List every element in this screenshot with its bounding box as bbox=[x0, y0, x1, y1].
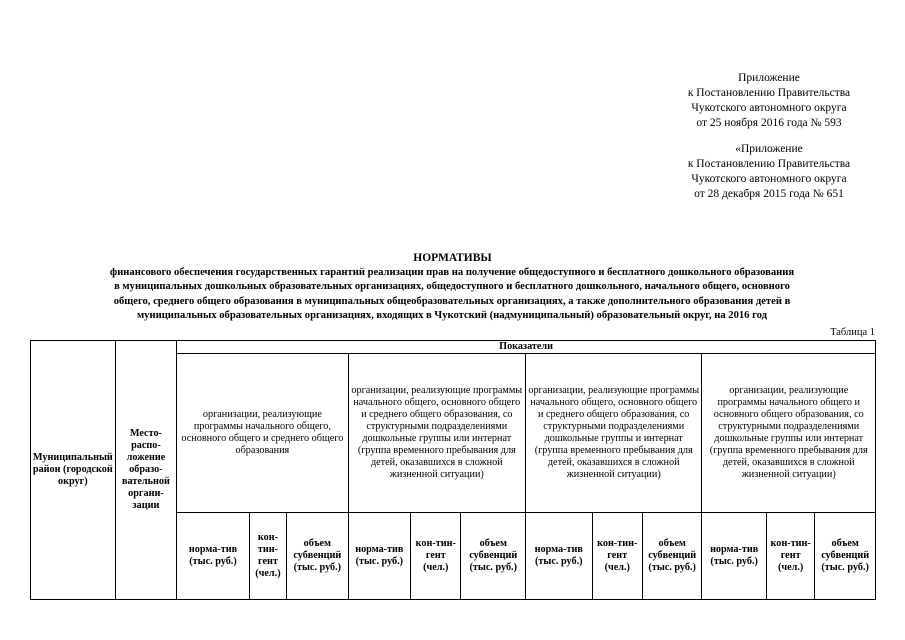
document-subtitle bbox=[26, 266, 878, 324]
appendix-previous-line: от 28 декабря 2015 года № 651 bbox=[694, 188, 844, 200]
document-title: НОРМАТИВЫ bbox=[413, 252, 492, 264]
group-header-2: организации, реализующие программы начального общего, основного общего и среднего общего образования, со структурными подразделениями дошкольные группы или интернат (группа временного пребывания для детей, оказавшихся в сложной жизненной ситуации) bbox=[348, 354, 525, 513]
appendix-previous-line: к Постановлению Правительства bbox=[687, 158, 851, 170]
appendix-current-line: от 25 ноября 2016 года № 593 bbox=[696, 117, 842, 129]
appendix-current-line: к Постановлению Правительства bbox=[687, 87, 851, 99]
subheader-normative: норма-тив (тыс. руб.) bbox=[348, 513, 411, 600]
appendix-current-line: Чукотского автономного округа bbox=[691, 102, 847, 114]
appendix-previous bbox=[664, 142, 874, 202]
group-header-4: организации, реализующие программы начального общего и основного общего образования, со структурными подразделениями дошкольные группы или интернат (группа временного пребывания для детей, оказавшихся в сложной жизненной ситуации) bbox=[702, 354, 876, 513]
appendix-previous-line: «Приложение bbox=[735, 143, 803, 155]
subheader-subvention: объем субвенций (тыс. руб.) bbox=[815, 513, 876, 600]
header-indicators: Показатели bbox=[177, 341, 876, 354]
subtitle-line: в муниципальных дошкольных образовательных организациях, общедоступного и бесплатного дошкольного, начального общего, основного bbox=[114, 281, 790, 293]
header-location: Место-распо-ложение образо-вательной органи-зации bbox=[115, 341, 177, 600]
subheader-contingent: кон-тин-гент (чел.) bbox=[766, 513, 814, 600]
norms-table bbox=[30, 340, 876, 600]
appendix-previous-line: Чукотского автономного округа bbox=[691, 173, 847, 185]
subheader-normative: норма-тив (тыс. руб.) bbox=[177, 513, 250, 600]
group-header-1: организации, реализующие программы начального общего, основного общего и среднего общего образования bbox=[177, 354, 348, 513]
appendix-current-line: Приложение bbox=[738, 72, 800, 84]
group-header-3: организации, реализующие программы начального общего, основного общего и среднего общего образования, со структурными подразделениями дошкольные группы и интернат (группа временного пребывания для детей, оказавшихся в сложной жизненной ситуации) bbox=[526, 354, 702, 513]
subheader-contingent: кон-тин-гент (чел.) bbox=[592, 513, 642, 600]
header-district: Муниципальный район (городской округ) bbox=[31, 341, 116, 600]
subheader-normative: норма-тив (тыс. руб.) bbox=[526, 513, 593, 600]
subtitle-line: муниципальных образовательных организациях, входящих в Чукотский (надмуниципальный) образовательный округ, на 2016 год bbox=[136, 310, 768, 322]
subtitle-line: финансового обеспечения государственных гарантий реализации прав на получение общедоступного и бесплатного дошкольного образования bbox=[109, 267, 795, 278]
subheader-contingent: кон-тин-гент (чел.) bbox=[249, 513, 286, 600]
subheader-subvention: объем субвенций (тыс. руб.) bbox=[461, 513, 526, 600]
subheader-contingent: кон-тин-гент (чел.) bbox=[411, 513, 461, 600]
subtitle-line: общего, среднего общего образования в муниципальных общеобразовательных организациях, а также дополнительного образования детей в bbox=[113, 295, 791, 307]
subheader-normative: норма-тив (тыс. руб.) bbox=[702, 513, 767, 600]
appendix-current bbox=[664, 71, 874, 131]
table-caption: Таблица 1 bbox=[830, 327, 875, 338]
subheader-subvention: объем субвенций (тыс. руб.) bbox=[642, 513, 701, 600]
subheader-subvention: объем субвенций (тыс. руб.) bbox=[287, 513, 349, 600]
